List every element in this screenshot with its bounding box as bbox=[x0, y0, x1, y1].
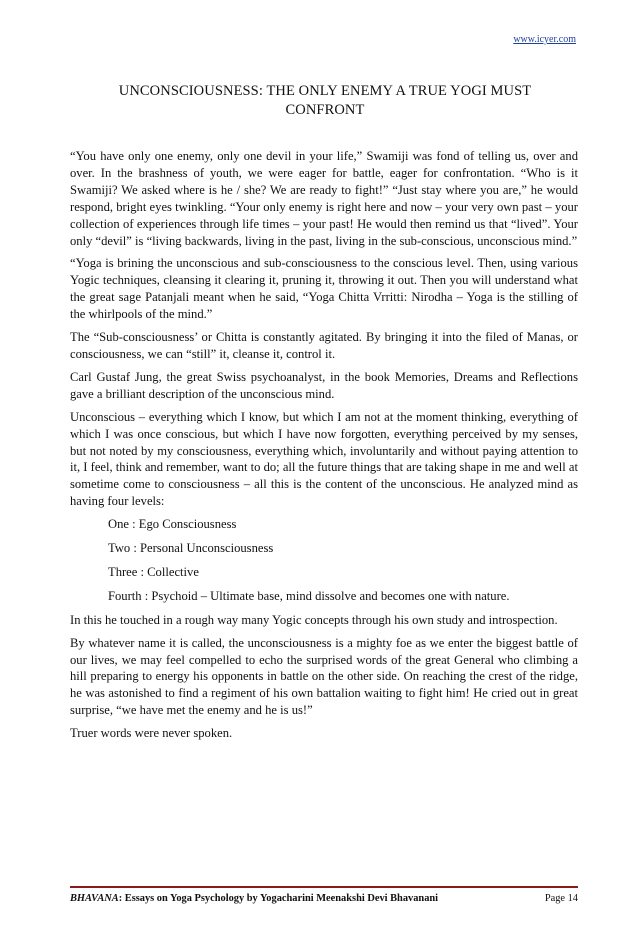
level-item: Two : Personal Unconsciousness bbox=[108, 541, 274, 556]
body-text bbox=[70, 148, 578, 748]
header-url-link[interactable]: www.icyer.com bbox=[513, 34, 576, 45]
title-line-1: UNCONSCIOUSNESS: THE ONLY ENEMY A TRUE YOGI MUST bbox=[118, 83, 532, 99]
paragraph: By whatever name it is called, the unconsciousness is a mighty foe as we enter the biggest battle of our lives, we may feel compelled to echo the surprised words of the great General who climbing a hill preparing to energy his opponents in battle on the other side. On reaching the crest of the ridge, he was astonished to find a regiment of his own battalion waiting to fight him! He cried out in great surprise, “we have met the enemy and he is us!” bbox=[70, 635, 578, 718]
paragraph: The “Sub-consciousness’ or Chitta is constantly agitated. By bringing it into the filed of Manas, or consciousness, we can “still” it, cleanse it, control it. bbox=[70, 330, 578, 361]
footer-book-title: BHAVANA bbox=[70, 893, 119, 904]
footer-divider bbox=[70, 886, 578, 888]
level-item: Three : Collective bbox=[108, 564, 199, 579]
footer-book-info bbox=[70, 893, 438, 904]
paragraph: In this he touched in a rough way many Yogic concepts through his own study and introspection. bbox=[70, 612, 558, 627]
title-line-2: CONFRONT bbox=[285, 102, 365, 118]
footer-book-subtitle: : Essays on Yoga Psychology by Yogacharini Meenakshi Devi Bhavanani bbox=[118, 893, 439, 904]
level-item: Fourth : Psychoid – Ultimate base, mind dissolve and becomes one with nature. bbox=[108, 588, 510, 603]
paragraph: “Yoga is brining the unconscious and sub-consciousness to the conscious level. Then, using various Yogic techniques, cleansing it clearing it, pruning it, throwing it out. Then you will understand what the great sage Patanjali meant when he said, “Yoga Chitta Vrritti: Nirodha – Yoga is the stilling of the whirlpools of the mind.” bbox=[70, 256, 578, 322]
page-footer bbox=[70, 893, 578, 904]
page-title bbox=[70, 82, 580, 120]
paragraph: Truer words were never spoken. bbox=[70, 726, 233, 741]
paragraph: Unconscious – everything which I know, but which I am not at the moment thinking, everything of which I was once conscious, but which I have now forgotten, everything perceived by my senses, but not noted by my consciousness, everything which, involuntarily and without paying attention to it, I feel, think and remember, want to do; all the future things that are taking shape in me and well at sometime come to consciousness – all this is the content of the unconscious. He analyzed mind as having four levels: bbox=[70, 409, 578, 509]
level-item: One : Ego Consciousness bbox=[108, 517, 237, 532]
page-number: Page 14 bbox=[544, 893, 578, 904]
paragraph: Carl Gustaf Jung, the great Swiss psychoanalyst, in the book Memories, Dreams and Reflections gave a brilliant description of the unconscious mind. bbox=[70, 369, 578, 401]
levels-list bbox=[108, 516, 578, 605]
paragraph: “You have only one enemy, only one devil in your life,” Swamiji was fond of telling us, over and over. In the brashness of youth, we were eager for battle, eager for confrontation. “Who is it Swamiji? We asked where is he / she? We are ready to fight!” “Just stay where you are,” he would respond, bright eyes twinkling. “Your only enemy is right here and now – your very own past – your collection of experiences through life times – your past! He would then remind us that “lived”. Your only “devil” is “living backwards, living in the past, living in the sub-conscious, unconscious mind.” bbox=[70, 149, 578, 248]
